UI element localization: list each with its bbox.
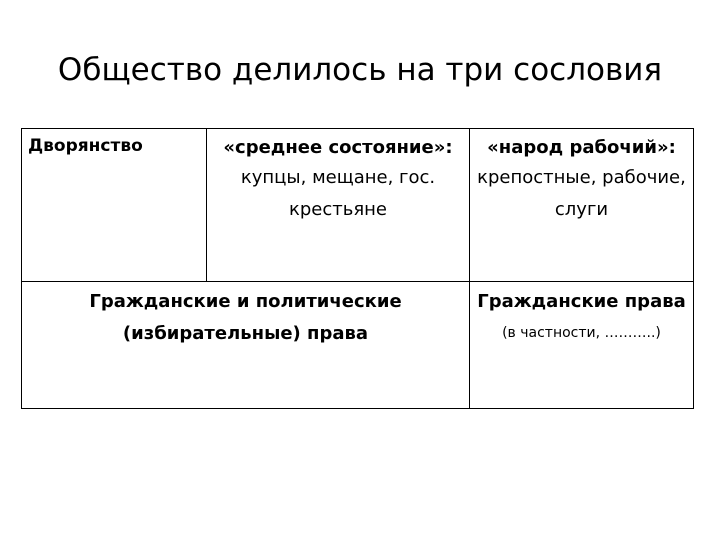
- cell-civil-rights: [470, 282, 694, 409]
- estates-table: [21, 128, 694, 409]
- full-rights-text: Гражданские и политические (избирательные) права: [89, 291, 402, 344]
- working-people-members: крепостные, рабочие, слуги: [477, 167, 686, 220]
- table-row: [22, 129, 694, 282]
- middle-estate-heading: «среднее состояние»:: [223, 137, 453, 158]
- nobility-label: Дворянство: [28, 136, 143, 156]
- civil-rights-note: (в частности, ………..): [502, 325, 661, 341]
- working-people-heading: «народ рабочий»:: [487, 137, 676, 158]
- cell-full-rights: [22, 282, 470, 409]
- civil-rights-heading: Гражданские права: [477, 291, 686, 312]
- table-row: [22, 282, 694, 409]
- cell-middle-estate: [207, 129, 470, 282]
- middle-estate-members: купцы, мещане, гос. крестьяне: [240, 167, 436, 220]
- slide-title: Общество делилось на три сословия: [57, 52, 663, 88]
- cell-working-people: [470, 129, 694, 282]
- cell-nobility: [22, 129, 207, 282]
